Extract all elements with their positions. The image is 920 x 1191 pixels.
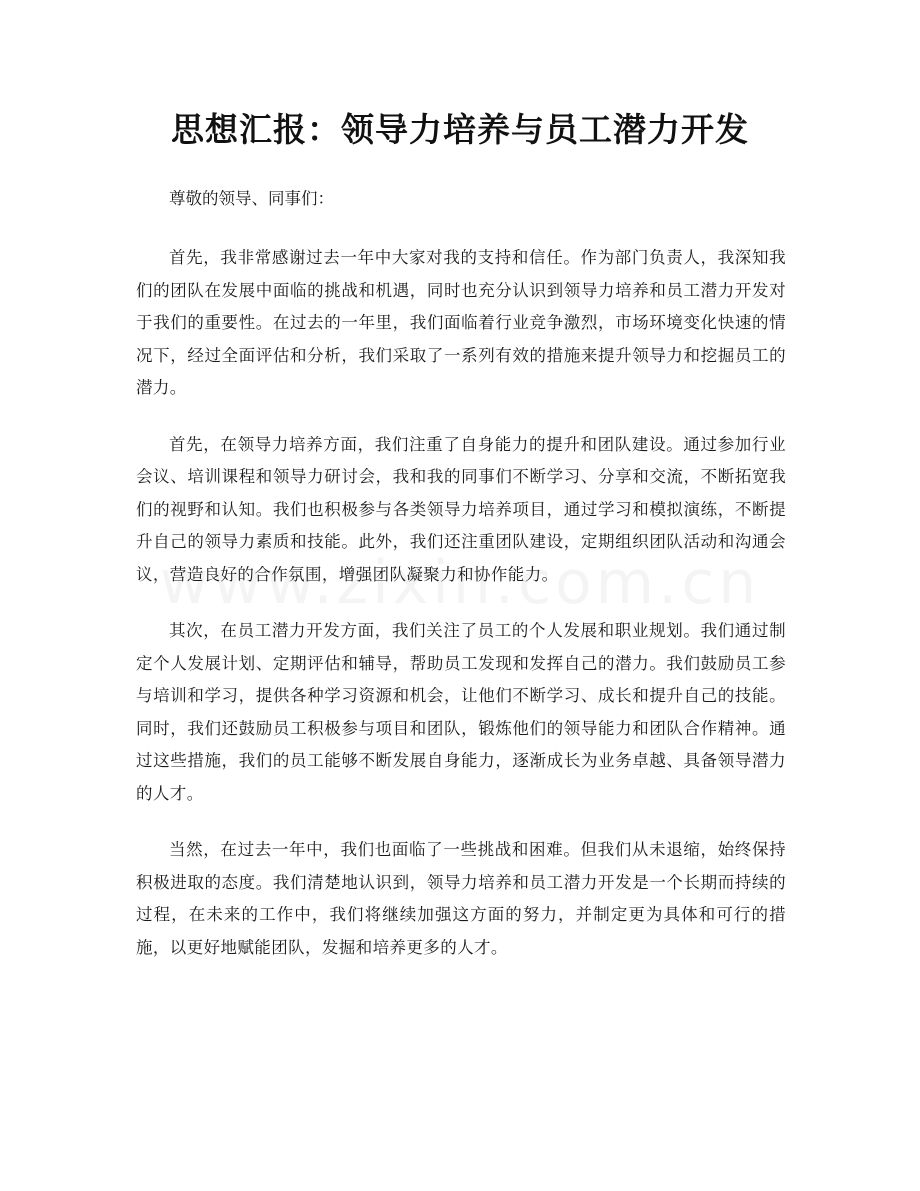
- salutation: 尊敬的领导、同事们：: [169, 189, 334, 208]
- document-title: 思想汇报：领导力培养与员工潜力开发: [171, 110, 749, 149]
- paragraph-4: 当然，在过去一年中，我们也面临了一些挑战和困难。但我们从未退缩，始终保持积极进取的态度。我们清楚地认识到，领导力培养和员工潜力开发是一个长期而持续的过程，在未来的工作中，我们将继续加强这方面的努力，并制定更为具体和可行的措施，以更好地赋能团队，发掘和培养更多的人才。: [136, 840, 786, 957]
- document-body: [136, 180, 786, 988]
- paragraph-1: 首先，我非常感谢过去一年中大家对我的支持和信任。作为部门负责人，我深知我们的团队在发展中面临的挑战和机遇，同时也充分认识到领导力培养和员工潜力开发对于我们的重要性。在过去的一年里，我们面临着行业竞争激烈，市场环境变化快速的情况下，经过全面评估和分析，我们采取了一系列有效的措施来提升领导力和挖掘员工的潜力。: [136, 248, 786, 397]
- paragraph-2: 首先，在领导力培养方面，我们注重了自身能力的提升和团队建设。通过参加行业会议、培训课程和领导力研讨会，我和我的同事们不断学习、分享和交流，不断拓宽我们的视野和认知。我们也积极参与各类领导力培养项目，通过学习和模拟演练，不断提升自己的领导力素质和技能。此外，我们还注重团队建设，定期组织团队活动和沟通会议，营造良好的合作氛围，增强团队凝聚力和协作能力。: [136, 434, 786, 584]
- paragraph-3: 其次，在员工潜力开发方面，我们关注了员工的个人发展和职业规划。我们通过制定个人发展计划、定期评估和辅导，帮助员工发现和发挥自己的潜力。我们鼓励员工参与培训和学习，提供各种学习资源和机会，让他们不断学习、成长和提升自己的技能。同时，我们还鼓励员工积极参与项目和团队，锻炼他们的领导能力和团队合作精神。通过这些措施，我们的员工能够不断发展自身能力，逐渐成长为业务卓越、具备领导潜力的人才。: [136, 621, 786, 803]
